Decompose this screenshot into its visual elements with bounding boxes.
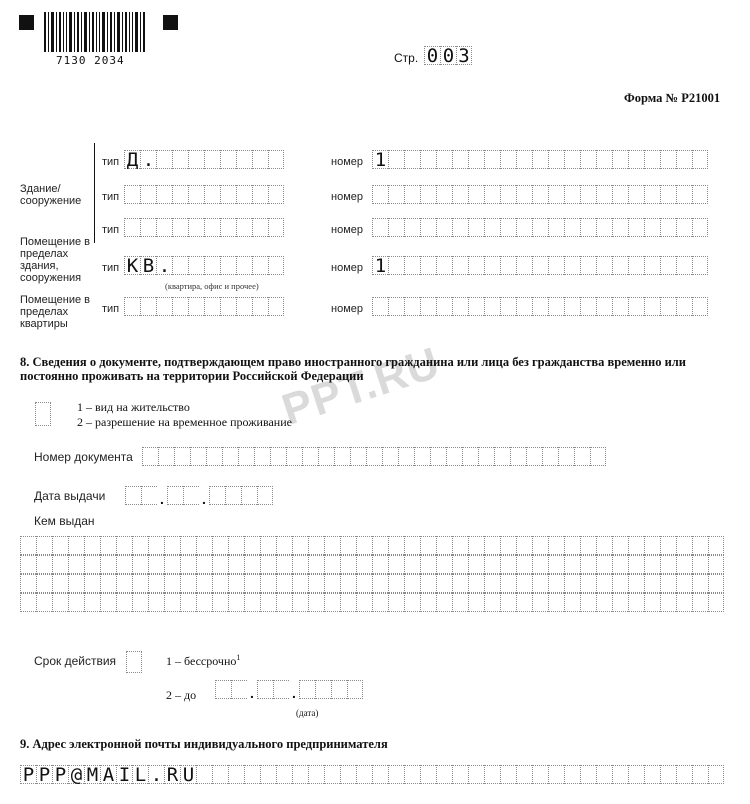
document-type-option-1: 1 – вид на жительство (77, 400, 190, 414)
barcode (44, 12, 146, 52)
corner-marker-right (163, 15, 178, 30)
type-char: . (156, 256, 172, 275)
issued-by-label: Кем выдан (34, 514, 95, 528)
address-bracket-line (94, 143, 95, 243)
type-label: тип (102, 224, 120, 236)
email-char: P (52, 765, 68, 784)
document-type-option-2: 2 – разрешение на временное проживание (77, 415, 292, 429)
page-number-boxes (424, 46, 472, 65)
apartment-premises-label: Помещение в пределах квартиры (20, 294, 90, 330)
email-char: M (84, 765, 100, 784)
number-label: номер (331, 262, 363, 274)
apartment-premises-number-field[interactable] (372, 297, 708, 316)
page-label: Стр. (394, 51, 419, 65)
validity-option-2: 2 – до (166, 688, 197, 702)
email-char: L (132, 765, 148, 784)
premises-label: Помещение в пределах здания, сооружения (20, 236, 90, 284)
validity-option-1-text: 1 – бессрочно (166, 654, 237, 668)
validity-option-1 (166, 653, 240, 669)
number-label: номер (331, 191, 363, 203)
validity-checkbox[interactable] (126, 651, 142, 673)
building-type-field-2[interactable] (124, 185, 284, 204)
corner-marker-left (19, 15, 34, 30)
document-number-label: Номер документа (34, 450, 133, 464)
number-label: номер (331, 156, 363, 168)
page-digit: 0 (424, 46, 440, 65)
premises-type-field[interactable] (124, 256, 284, 275)
type-char: К (124, 256, 140, 275)
document-type-checkbox[interactable] (35, 402, 51, 426)
number-char: 1 (372, 150, 388, 169)
premises-number-field[interactable] (372, 256, 708, 275)
number-label: номер (331, 303, 363, 315)
page-digit: 3 (456, 46, 472, 65)
premises-type-hint: (квартира, офис и прочее) (165, 281, 259, 291)
type-label: тип (102, 262, 120, 274)
footnote-marker: 1 (236, 653, 241, 662)
issue-date-label: Дата выдачи (34, 489, 106, 503)
validity-date-field[interactable] (215, 680, 363, 699)
type-char: . (140, 150, 156, 169)
email-char: I (116, 765, 132, 784)
type-label: тип (102, 191, 120, 203)
number-char: 1 (372, 256, 388, 275)
form-number: Форма № Р21001 (624, 91, 721, 105)
email-char: R (164, 765, 180, 784)
validity-label: Срок действия (34, 654, 117, 668)
email-char: P (36, 765, 52, 784)
email-char: . (148, 765, 164, 784)
section-9-title: 9. Адрес электронной почты индивидуального предпринимателя (20, 737, 388, 751)
email-char: U (180, 765, 196, 784)
building-type-field-3[interactable] (124, 218, 284, 237)
page-digit: 0 (440, 46, 456, 65)
email-char: P (20, 765, 36, 784)
section-8-title: 8. Сведения о документе, подтверждающем право иностранного гражданина или лица без гражданства временно или постоянно проживать на территории Российской Федерации (20, 355, 687, 383)
number-label: номер (331, 224, 363, 236)
type-char: Д (124, 150, 140, 169)
email-char: A (100, 765, 116, 784)
apartment-premises-type-field[interactable] (124, 297, 284, 316)
type-char: В (140, 256, 156, 275)
issued-by-field[interactable] (20, 536, 724, 612)
email-field[interactable] (20, 765, 724, 784)
building-number-field-3[interactable] (372, 218, 708, 237)
issue-date-field[interactable] (125, 486, 273, 505)
building-number-field-1[interactable] (372, 150, 708, 169)
building-number-field-2[interactable] (372, 185, 708, 204)
watermark: PPT.RU (276, 338, 446, 435)
email-char: @ (68, 765, 84, 784)
type-label: тип (102, 156, 120, 168)
document-number-field[interactable] (142, 447, 606, 466)
date-hint: (дата) (296, 708, 319, 718)
barcode-number: 7130 2034 (56, 54, 125, 67)
type-label: тип (102, 303, 120, 315)
building-label: Здание/ сооружение (20, 183, 82, 207)
building-type-field-1[interactable] (124, 150, 284, 169)
